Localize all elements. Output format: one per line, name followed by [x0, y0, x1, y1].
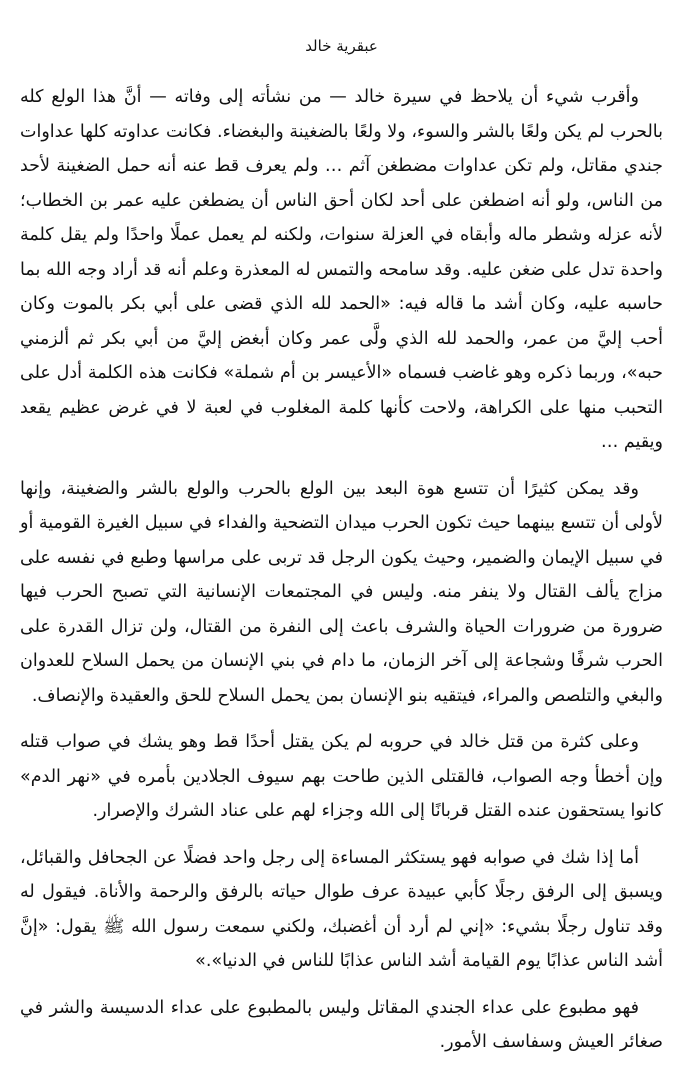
paragraph-4: أما إذا شك في صوابه فهو يستكثر المساءة إلى رجل واحد فضلًا عن الجحافل والقبائل، ويسبق إلى الرفق رجلًا كأبي عبيدة عرف طوال حياته بالرفق والرحمة والأناة. فيقول له وقد تناول رجلًا بشيء: «إني لم أرد أن أغضبك، ولكني سمعت رسول الله ﷺ يقول: «إنَّ أشد الناس عذابًا يوم القيامة أشد الناس عذابًا للناس في الدنيا».»: [20, 847, 663, 971]
paragraph-1: وأقرب شيء أن يلاحظ في سيرة خالد — من نشأته إلى وفاته — أنَّ هذا الولع كله بالحرب لم يكن ولعًا بالشر والسوء، ولا ولعًا بالضغينة والبغضاء. فكانت عداوته كلها عداوات جندي مقاتل، ولم تكن عداوات مضطغن آثم … ولم يعرف قط عنه أنه حمل الضغينة لأحد من الناس، ولو أنه اضطغن على أحد لكان أحق الناس أن يضطغن عليه عمر بن الخطاب؛ لأنه عزله وشطر ماله وأبقاه في العزلة سنوات، ولكنه لم يعمل عملًا واحدًا ولم يقل كلمة واحدة تدل على ضغن عليه. وقد سامحه والتمس له المعذرة وعلم أنه قد أراد وجه الله بما حاسبه عليه، وكان أشد ما قاله فيه: «الحمد لله الذي قضى على أبي بكر بالموت وكان أحب إليَّ من عمر، والحمد لله الذي ولَّى عمر وكان أبغض إليَّ من أبي بكر ثم ألزمني حبه»، وربما ذكره وهو غاضب فسماه «الأعيسر بن أم شملة» فكانت هذه الكلمة أدل على التحبب منها على الكراهة، ولاحت كأنها كلمة المغلوب في لعبة لا في غرض عظيم يقعد ويقيم …: [20, 87, 663, 452]
paragraph-3: وعلى كثرة من قتل خالد في حروبه لم يكن يقتل أحدًا قط وهو يشك في صواب قتله وإن أخطأ وجه الصواب، فالقتلى الذين طاحت بهم سيوف الجلادين بأمره في «نهر الدم» كانوا يستحقون عنده القتل قربانًا إلى الله وجزاء لهم على عناد الشرك والإصرار.: [20, 732, 663, 821]
paragraph-5: فهو مطبوع على عداء الجندي المقاتل وليس بالمطبوع على عداء الدسيسة والشر في صغائر العيش وسفاسف الأمور.: [20, 997, 663, 1052]
book-page: [20, 0, 663, 1052]
paragraph-2: وقد يمكن كثيرًا أن تتسع هوة البعد بين الولع بالحرب والولع بالشر والضغينة، وإنها لأولى أن تتسع بينهما حيث تكون الحرب ميدان التضحية والفداء في سبيل الغيرة القومية أو في سبيل الإيمان والضمير، وحيث يكون الرجل قد تربى على مراسها وطبع في نفسه على مزاج يألف القتال ولا ينفر منه. وليس في المجتمعات الإنسانية التي تصبح الحرب فيها ضرورة من ضرورات الحياة والشرف باعث إلى النفرة من القتال، ولن تزال القدرة على الحرب شرفًا وشجاعة إلى آخر الزمان، ما دام في بني الإنسان من يحمل السلاح للعدوان والبغي والتلصص والمراء، فيتقيه بنو الإنسان بمن يحمل السلاح للحق والعقيدة والإنصاف.: [20, 478, 663, 706]
running-title: عبقرية خالد: [305, 37, 378, 55]
body-text: [20, 80, 663, 1072]
